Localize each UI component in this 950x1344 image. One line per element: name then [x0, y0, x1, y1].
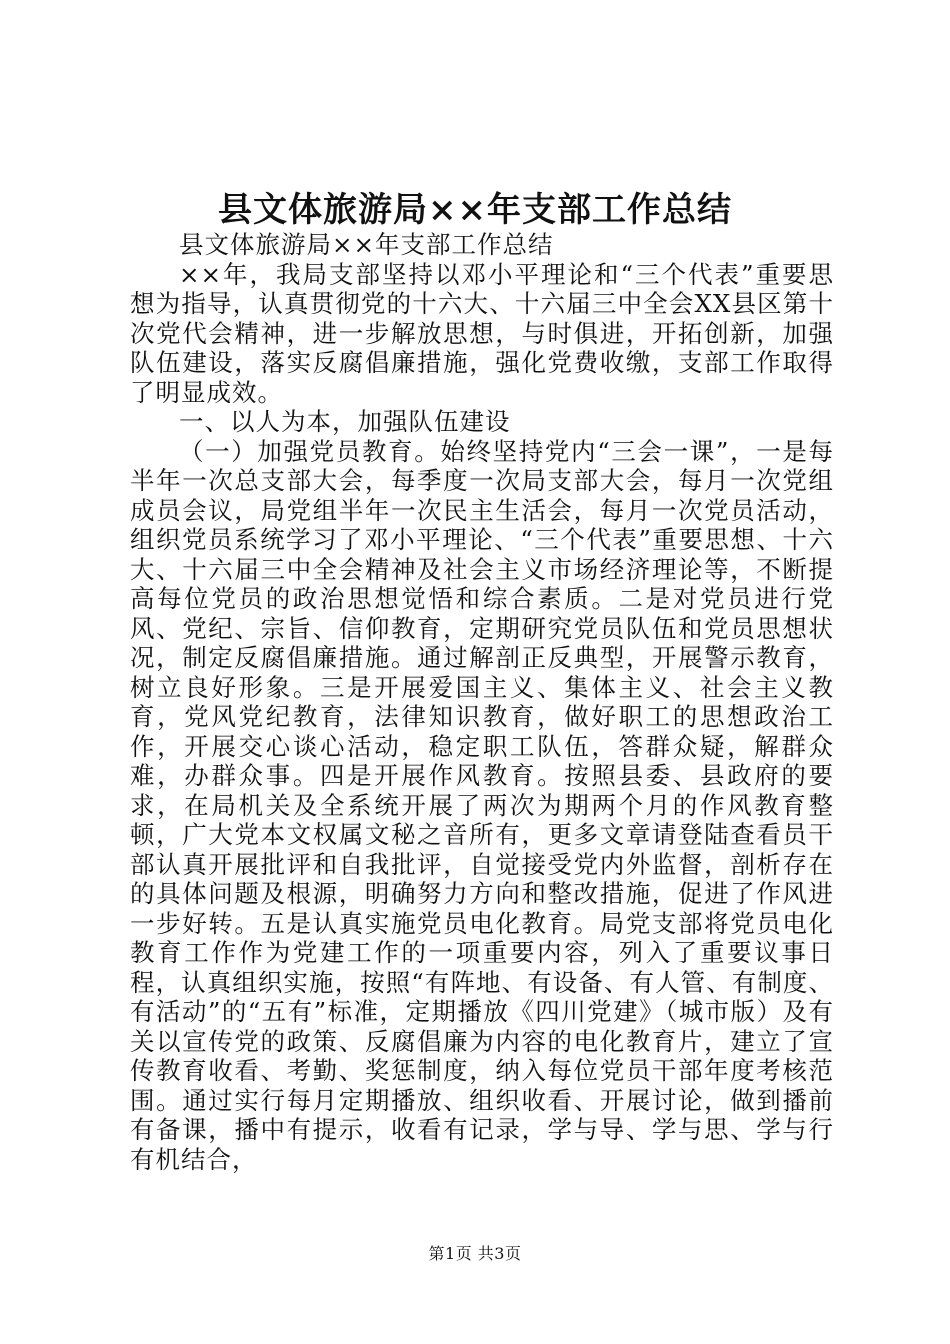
- page-footer: 第1页 共3页: [428, 1244, 522, 1263]
- subtitle-paragraph: 县文体旅游局××年支部工作总结: [179, 230, 554, 259]
- document-title: 县文体旅游局××年支部工作总结: [218, 190, 732, 230]
- intro-paragraph: ××年，我局支部坚持以邓小平理论和“三个代表”重要思想为指导，认真贯彻党的十六大、十六届三中全会XX县区第十次党代会精神，进一步解放思想，与时俱进，开拓创新，加强队伍建设，落实反腐倡廉措施，强化党费收缴，支部工作取得了明显成效。: [130, 259, 834, 407]
- document-body: [130, 230, 834, 1174]
- body-paragraph: （一）加强党员教育。始终坚持党内“三会一课”，一是每半年一次总支部大会，每季度一次局支部大会，每月一次党组成员会议，局党组半年一次民主生活会，每月一次党员活动，组织党员系统学习了邓小平理论、“三个代表”重要思想、十六大、十六届三中全会精神及社会主义市场经济理论等，不断提高每位党员的政治思想觉悟和综合素质。二是对党员进行党风、党纪、宗旨、信仰教育，定期研究党员队伍和党员思想状况，制定反腐倡廉措施。通过解剖正反典型，开展警示教育，树立良好形象。三是开展爱国主义、集体主义、社会主义教育，党风党纪教育，法律知识教育，做好职工的思想政治工作，开展交心谈心活动，稳定职工队伍，答群众疑，解群众难，办群众事。四是开展作风教育。按照县委、县政府的要求，在局机关及全系统开展了两次为期两个月的作风教育整顿，广大党本文权属文秘之音所有，更多文章请登陆查看员干部认真开展批评和自我批评，自觉接受党内外监督，剖析存在的具体问题及根源，明确努力方向和整改措施，促进了作风进一步好转。五是认真实施党员电化教育。局党支部将党员电化教育工作作为党建工作的一项重要内容，列入了重要议事日程，认真组织实施，按照“有阵地、有设备、有人管、有制度、有活动”的“五有”标准，定期播放《四川党建》（城市版）及有关以宣传党的政策、反腐倡廉为内容的电化教育片，建立了宣传教育收看、考勤、奖惩制度，纳入每位党员干部年度考核范围。通过实行每月定期播放、组织收看、开展讨论，做到播前有备课，播中有提示，收看有记录，学与导、学与思、学与行有机结合，: [130, 436, 834, 1174]
- section-heading: 一、以人为本，加强队伍建设: [179, 407, 511, 436]
